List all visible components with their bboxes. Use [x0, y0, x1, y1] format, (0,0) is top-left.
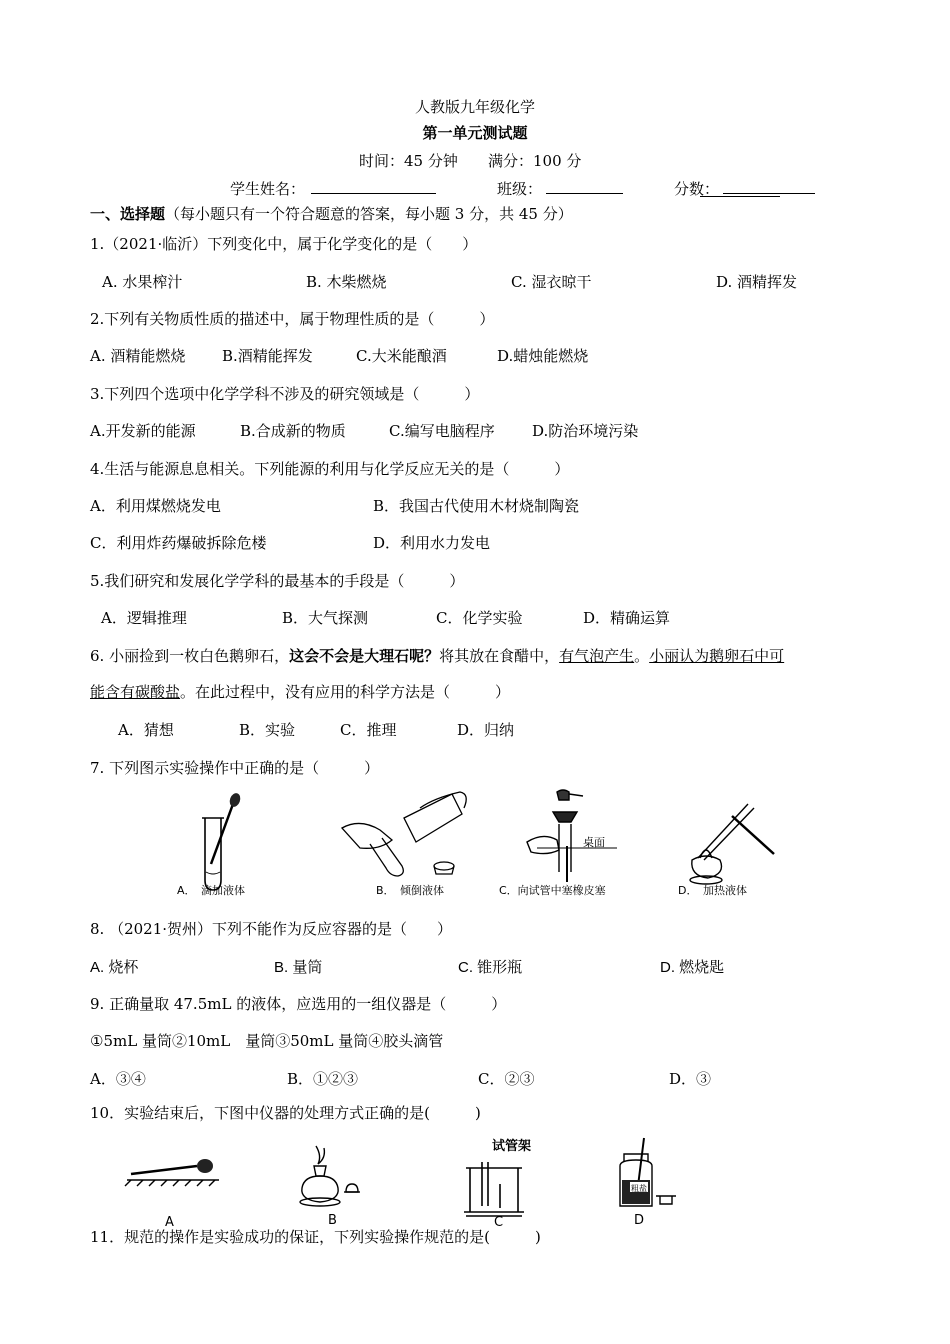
student-name-blank[interactable] [311, 179, 436, 194]
q8-option-d[interactable]: D. 燃烧匙 [660, 959, 725, 976]
q3-stem: 3.下列四个选项中化学学科不涉及的研究领域是（ ） [90, 385, 480, 403]
q6-text-3: 将其放在食醋中， [439, 647, 560, 665]
q6-option-d[interactable]: D．归纳 [457, 721, 515, 739]
q9-option-a[interactable]: A．③④ [90, 1070, 146, 1088]
class-label: 班级： [497, 180, 543, 198]
q7-figure-b-pouring[interactable] [340, 788, 480, 902]
q10-figure-b-lamp[interactable] [296, 1140, 376, 1230]
q7-figure-a-dropper[interactable] [175, 790, 285, 902]
exam-subtitle: 第一单元测试题 [422, 124, 528, 142]
q2-option-b[interactable]: B.酒精能挥发 [222, 347, 313, 365]
q6-inference: 小丽认为鹅卵石中可 [649, 647, 785, 665]
q2-option-c[interactable]: C.大米能酿酒 [356, 347, 447, 365]
q5-option-d[interactable]: D．精确运算 [583, 609, 671, 627]
q8-option-a[interactable]: A. 烧杯 [90, 959, 139, 976]
q8-option-c[interactable]: C. 锥形瓶 [458, 959, 523, 976]
q6-inference-cont: 能含有碳酸盐 [90, 683, 181, 701]
q6-option-b[interactable]: B．实验 [239, 721, 296, 739]
q4-option-c[interactable]: C．利用炸药爆破拆除危楼 [90, 534, 267, 552]
q6-option-c[interactable]: C．推理 [340, 721, 397, 739]
q11-stem: 11．规范的操作是实验成功的保证，下列实验操作规范的是( ) [90, 1228, 541, 1246]
q7-figure-c-stopper[interactable] [497, 786, 647, 902]
time-label: 时间：45 分钟 [359, 152, 458, 170]
class-field[interactable] [497, 178, 623, 199]
q10-label-c: C [494, 1215, 504, 1230]
q10-figure-c-rack[interactable] [462, 1134, 542, 1228]
q6-stem-end: 。在此过程中，没有应用的科学方法是（ ） [180, 683, 511, 701]
student-name-label: 学生姓名： [230, 180, 306, 198]
q10-rack-label: 试管架 [492, 1139, 532, 1154]
q5-option-a[interactable]: A．逻辑推理 [101, 609, 187, 627]
q3-option-d[interactable]: D.防治环境污染 [532, 422, 639, 440]
q8-stem: 8. （2021·贺州）下列不能作为反应容器的是（ ） [90, 920, 453, 938]
q6-question-bold: 这会不会是大理石呢？ [289, 647, 440, 665]
points-label: 分数： [674, 180, 720, 198]
q4-option-b[interactable]: B．我国古代使用木材烧制陶瓷 [373, 497, 580, 515]
q1-stem: 1.（2021·临沂）下列变化中，属于化学变化的是（ ） [90, 235, 478, 253]
q5-option-b[interactable]: B．大气探测 [282, 609, 369, 627]
q6-option-a[interactable]: A．猜想 [118, 721, 174, 739]
score-label: 满分：100 分 [488, 152, 582, 170]
q1-option-c[interactable]: C. 湿衣晾干 [511, 273, 592, 291]
q7-caption-b: B． 倾倒液体 [376, 884, 445, 897]
q4-option-d[interactable]: D．利用水力发电 [373, 534, 491, 552]
q7-figure-d-heating[interactable] [678, 798, 788, 902]
q9-option-b[interactable]: B．①②③ [287, 1070, 359, 1088]
q10-bottle-label: 粗盐 [631, 1184, 647, 1193]
q6-text-5: 。 [634, 647, 650, 665]
q3-option-b[interactable]: B.合成新的物质 [240, 422, 346, 440]
section-title: 一、选择题 [90, 205, 166, 223]
q9-items: ①5mL 量筒②10mL 量筒③50mL 量筒④胶头滴管 [90, 1032, 444, 1050]
section-note: （每小题只有一个符合题意的答案，每小题 3 分，共 45 分） [165, 205, 573, 223]
q6-text-1: 6. 小丽捡到一枚白色鹅卵石， [90, 647, 290, 665]
q7-caption-d: D． 加热液体 [678, 884, 747, 897]
points-blank[interactable] [723, 179, 815, 194]
q2-option-d[interactable]: D.蜡烛能燃烧 [497, 347, 589, 365]
q3-option-c[interactable]: C.编写电脑程序 [389, 422, 495, 440]
section-heading [90, 203, 573, 224]
q5-option-c[interactable]: C．化学实验 [436, 609, 523, 627]
q2-stem: 2.下列有关物质性质的描述中，属于物理性质的是（ ） [90, 310, 495, 328]
q6-observation: 有气泡产生 [559, 647, 635, 665]
q7-caption-a: A． 滴加液体 [177, 884, 246, 897]
exam-title: 人教版九年级化学 [414, 98, 535, 116]
q9-option-d[interactable]: D．③ [669, 1070, 712, 1088]
class-blank[interactable] [546, 179, 623, 194]
q6-line2 [90, 681, 510, 702]
q10-label-b: B [328, 1213, 337, 1228]
points-underline [700, 196, 780, 197]
q9-option-c[interactable]: C．②③ [478, 1070, 535, 1088]
q6-line1 [90, 645, 784, 666]
q3-option-a[interactable]: A.开发新的能源 [90, 422, 196, 440]
q1-option-d[interactable]: D. 酒精挥发 [716, 273, 798, 291]
student-name-field[interactable] [230, 178, 436, 199]
q2-option-a[interactable]: A. 酒精能燃烧 [90, 347, 186, 365]
q10-stem: 10．实验结束后，下图中仪器的处理方式正确的是( ) [90, 1104, 481, 1122]
q7-caption-c: C．向试管中塞橡皮塞 [499, 884, 606, 897]
q5-stem: 5.我们研究和发展化学学科的最基本的手段是（ ） [90, 572, 465, 590]
q4-stem: 4.生活与能源息息相关。下列能源的利用与化学反应无关的是（ ） [90, 460, 570, 478]
q7-stem: 7. 下列图示实验操作中正确的是（ ） [90, 759, 380, 777]
q10-figure-a-dropper[interactable] [125, 1150, 225, 1230]
q8-option-b[interactable]: B. 量筒 [274, 959, 323, 976]
q1-option-a[interactable]: A. 水果榨汁 [102, 273, 183, 291]
q1-option-b[interactable]: B. 木柴燃烧 [306, 273, 387, 291]
q10-label-a: A [165, 1215, 174, 1230]
q4-option-a[interactable]: A．利用煤燃烧发电 [90, 497, 221, 515]
q9-stem: 9. 正确量取 47.5mL 的液体，应选用的一组仪器是（ ） [90, 995, 507, 1013]
q7-desk-label: 桌面 [583, 836, 605, 849]
q10-label-d: D [634, 1213, 645, 1228]
q10-figure-d-bottle[interactable] [614, 1136, 694, 1228]
